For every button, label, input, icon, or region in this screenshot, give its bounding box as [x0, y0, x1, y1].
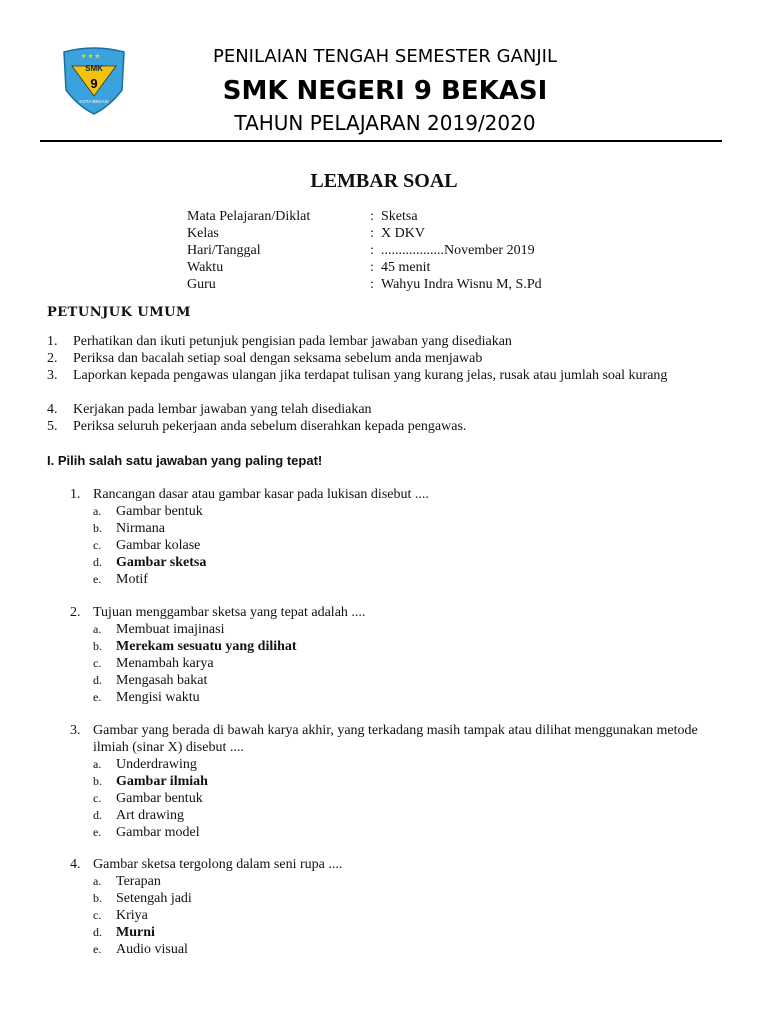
- option-text: Menambah karya: [116, 656, 214, 671]
- section-heading: I. Pilih salah satu jawaban yang paling tepat!: [47, 453, 323, 468]
- option-text: Gambar model: [116, 825, 200, 840]
- option-text: Setengah jadi: [116, 891, 192, 906]
- option-text: Kriya: [116, 908, 148, 923]
- instruction-text: Periksa dan bacalah setiap soal dengan seksama sebelum anda menjawab: [73, 351, 483, 366]
- instruction-number: 4.: [47, 402, 58, 417]
- question-number: 3.: [70, 723, 81, 738]
- question-text: Tujuan menggambar sketsa yang tepat adalah ....: [93, 605, 366, 620]
- instruction-number: 3.: [47, 368, 58, 383]
- option-text: Motif: [116, 572, 148, 587]
- instruction-text: Laporkan kepada pengawas ulangan jika terdapat tulisan yang kurang jelas, rusak atau jumlah soal kurang: [73, 368, 668, 383]
- instruction-text: Perhatikan dan ikuti petunjuk pengisian pada lembar jawaban yang disediakan: [73, 334, 512, 349]
- exam-name: PENILAIAN TENGAH SEMESTER GANJIL: [212, 46, 557, 67]
- question-text: Rancangan dasar atau gambar kasar pada lukisan disebut ....: [93, 487, 429, 502]
- option-text: Gambar kolase: [116, 538, 201, 553]
- svg-text:SMK: SMK: [85, 64, 103, 73]
- info-label: Guru: [187, 277, 216, 292]
- question-number: 1.: [70, 487, 81, 502]
- info-colon: :: [370, 209, 374, 224]
- question-number: 2.: [70, 605, 81, 620]
- option-text: Mengasah bakat: [116, 673, 208, 688]
- option-letter: a.: [93, 622, 102, 636]
- option-letter: e.: [93, 690, 102, 704]
- option-letter: d.: [93, 555, 102, 569]
- info-value: 45 menit: [381, 260, 431, 275]
- instructions-heading: PETUNJUK UMUM: [47, 305, 191, 320]
- option-letter: a.: [93, 874, 102, 888]
- option-text: Nirmana: [116, 521, 165, 536]
- instruction-number: 5.: [47, 419, 58, 434]
- option-letter: d.: [93, 673, 102, 687]
- info-label: Mata Pelajaran/Diklat: [187, 209, 311, 224]
- option-letter: d.: [93, 925, 102, 939]
- info-value: Sketsa: [381, 209, 418, 224]
- option-letter: b.: [93, 891, 102, 905]
- option-letter: a.: [93, 504, 102, 518]
- option-text: Gambar bentuk: [116, 791, 203, 806]
- option-text: Membuat imajinasi: [116, 622, 225, 637]
- info-colon: :: [370, 226, 374, 241]
- info-label: Kelas: [187, 226, 219, 241]
- option-text: Mengisi waktu: [116, 690, 200, 705]
- question-text: Gambar sketsa tergolong dalam seni rupa ....: [93, 857, 343, 872]
- school-logo: [58, 44, 130, 116]
- school-name: SMK NEGERI 9 BEKASI: [222, 76, 548, 106]
- option-letter: b.: [93, 639, 102, 653]
- info-label: Waktu: [187, 260, 224, 275]
- info-value: Wahyu Indra Wisnu M, S.Pd: [381, 277, 542, 292]
- info-label: Hari/Tanggal: [187, 243, 261, 258]
- instruction-number: 1.: [47, 334, 58, 349]
- option-text-answer: Murni: [116, 925, 155, 940]
- option-text-answer: Gambar sketsa: [116, 555, 207, 570]
- option-letter: c.: [93, 656, 102, 670]
- info-value: X DKV: [381, 226, 425, 241]
- info-colon: :: [370, 243, 374, 258]
- option-letter: c.: [93, 791, 102, 805]
- option-text: Art drawing: [116, 808, 185, 823]
- option-letter: a.: [93, 757, 102, 771]
- question-text: Gambar yang berada di bawah karya akhir, yang terkadang masih tampak atau dilihat menggunakan metode ilmiah (sinar X) disebut ....: [93, 723, 698, 755]
- academic-year: TAHUN PELAJARAN 2019/2020: [234, 111, 536, 135]
- option-text: Terapan: [116, 874, 161, 889]
- header-divider: [40, 140, 722, 142]
- option-letter: b.: [93, 774, 102, 788]
- option-letter: b.: [93, 521, 102, 535]
- option-letter: c.: [93, 908, 102, 922]
- instruction-text: Periksa seluruh pekerjaan anda sebelum diserahkan kepada pengawas.: [73, 419, 467, 434]
- option-letter: c.: [93, 538, 102, 552]
- document-title: LEMBAR SOAL: [310, 170, 458, 192]
- option-letter: d.: [93, 808, 102, 822]
- option-text: Underdrawing: [116, 757, 197, 772]
- question-number: 4.: [70, 857, 81, 872]
- svg-text:9: 9: [90, 76, 98, 91]
- option-letter: e.: [93, 825, 102, 839]
- info-colon: :: [370, 260, 374, 275]
- option-text-answer: Merekam sesuatu yang dilihat: [116, 639, 297, 654]
- option-text-answer: Gambar ilmiah: [116, 774, 208, 789]
- option-text: Gambar bentuk: [116, 504, 203, 519]
- option-text: Audio visual: [116, 942, 188, 957]
- option-letter: e.: [93, 942, 102, 956]
- instruction-text: Kerjakan pada lembar jawaban yang telah disediakan: [73, 402, 372, 417]
- svg-text:KOTA BEKASI: KOTA BEKASI: [79, 99, 109, 104]
- instruction-number: 2.: [47, 351, 58, 366]
- svg-text:★ ★ ★: ★ ★ ★: [81, 54, 101, 60]
- info-value: ..................November 2019: [381, 243, 535, 258]
- info-colon: :: [370, 277, 374, 292]
- option-letter: e.: [93, 572, 102, 586]
